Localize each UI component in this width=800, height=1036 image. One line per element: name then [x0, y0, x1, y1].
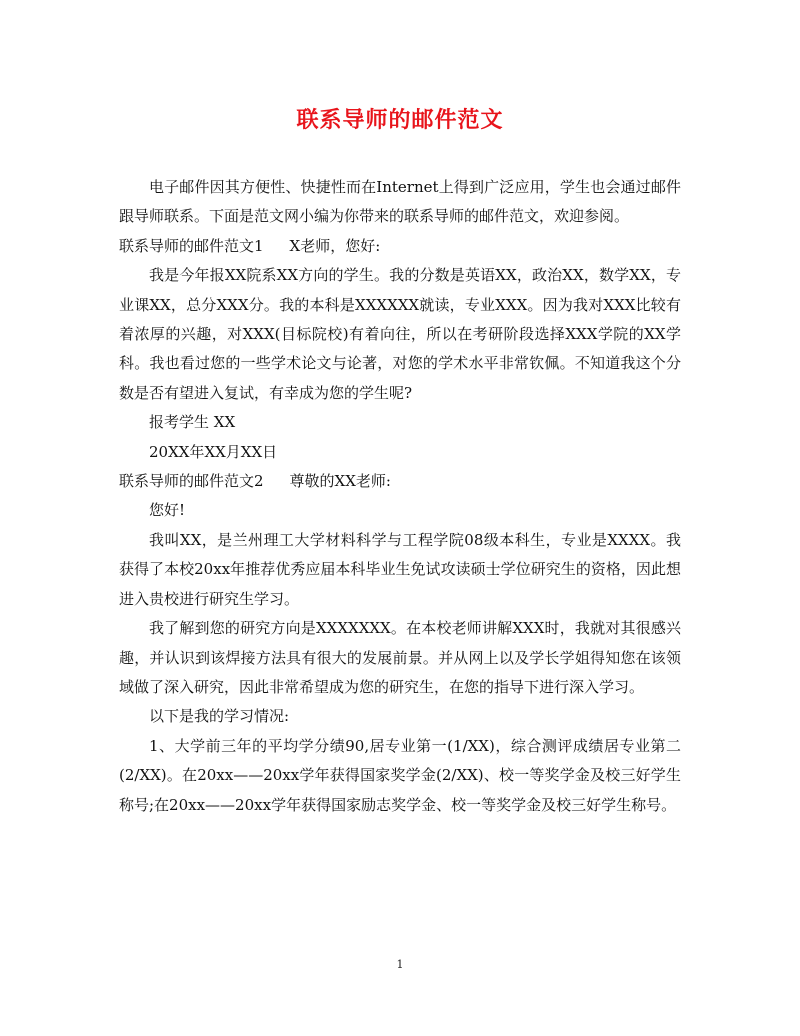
sample2-study-intro: 以下是我的学习情况: [149, 707, 290, 726]
sample1-date: 20XX年XX月XX日 [149, 442, 278, 461]
page-number: 1 [396, 958, 404, 971]
sample1-greeting: X老师，您好: [289, 236, 381, 255]
sample1-paragraph: 我是今年报XX院系XX方向的学生。我的分数是英语XX，政治XX，数学XX，专业课XX，总分XXX分。我的本科是XXXXXX就读，专业XXX。因为我对XXX比较有着浓厚的兴趣，对XXX(目标院校)有着向往，所以在考研阶段选择XXX学院的XX学科。我也看过您的一些学术论文与论著，对您的学术水平非常钦佩。不知道我这个分数是否有望进入复试，有幸成为您的学生呢? [119, 266, 681, 402]
sample2-heading: 联系导师的邮件范文2 [119, 472, 264, 491]
sample2-paragraph-1: 我叫XX，是兰州理工大学材料科学与工程学院08级本科生，专业是XXXX。我获得了本校20xx年推荐优秀应届本科毕业生免试攻读硕士学位研究生的资格，因此想进入贵校进行研究生学习。 [119, 530, 681, 608]
sample2-heading-line [119, 467, 681, 496]
sample1-heading-line [119, 232, 681, 261]
document-body [119, 173, 681, 820]
sample2-item-1: 1、大学前三年的平均学分绩90,居专业第一(1/XX)，综合测评成绩居专业第二(2/XX)。在20xx——20xx学年获得国家奖学金(2/XX)、校一等奖学金及校三好学生称号;在20xx——20xx学年获得国家励志奖学金、校一等奖学金及校三好学生称号。 [119, 736, 681, 814]
intro-paragraph: 电子邮件因其方便性、快捷性而在Internet上得到广泛应用，学生也会通过邮件跟导师联系。下面是范文网小编为你带来的联系导师的邮件范文，欢迎参阅。 [119, 178, 681, 226]
sample1-signature: 报考学生 XX [149, 413, 236, 432]
sample2-salutation: 您好! [149, 501, 186, 520]
document-title: 联系导师的邮件范文 [296, 108, 504, 133]
sample1-heading: 联系导师的邮件范文1 [119, 236, 264, 255]
sample2-greeting: 尊敬的XX老师: [289, 472, 391, 491]
sample2-paragraph-2: 我了解到您的研究方向是XXXXXXX。在本校老师讲解XXX时，我就对其很感兴趣，并认识到该焊接方法具有很大的发展前景。并从网上以及学长学姐得知您在该领域做了深入研究，因此非常希望成为您的研究生，在您的指导下进行深入学习。 [119, 619, 681, 696]
